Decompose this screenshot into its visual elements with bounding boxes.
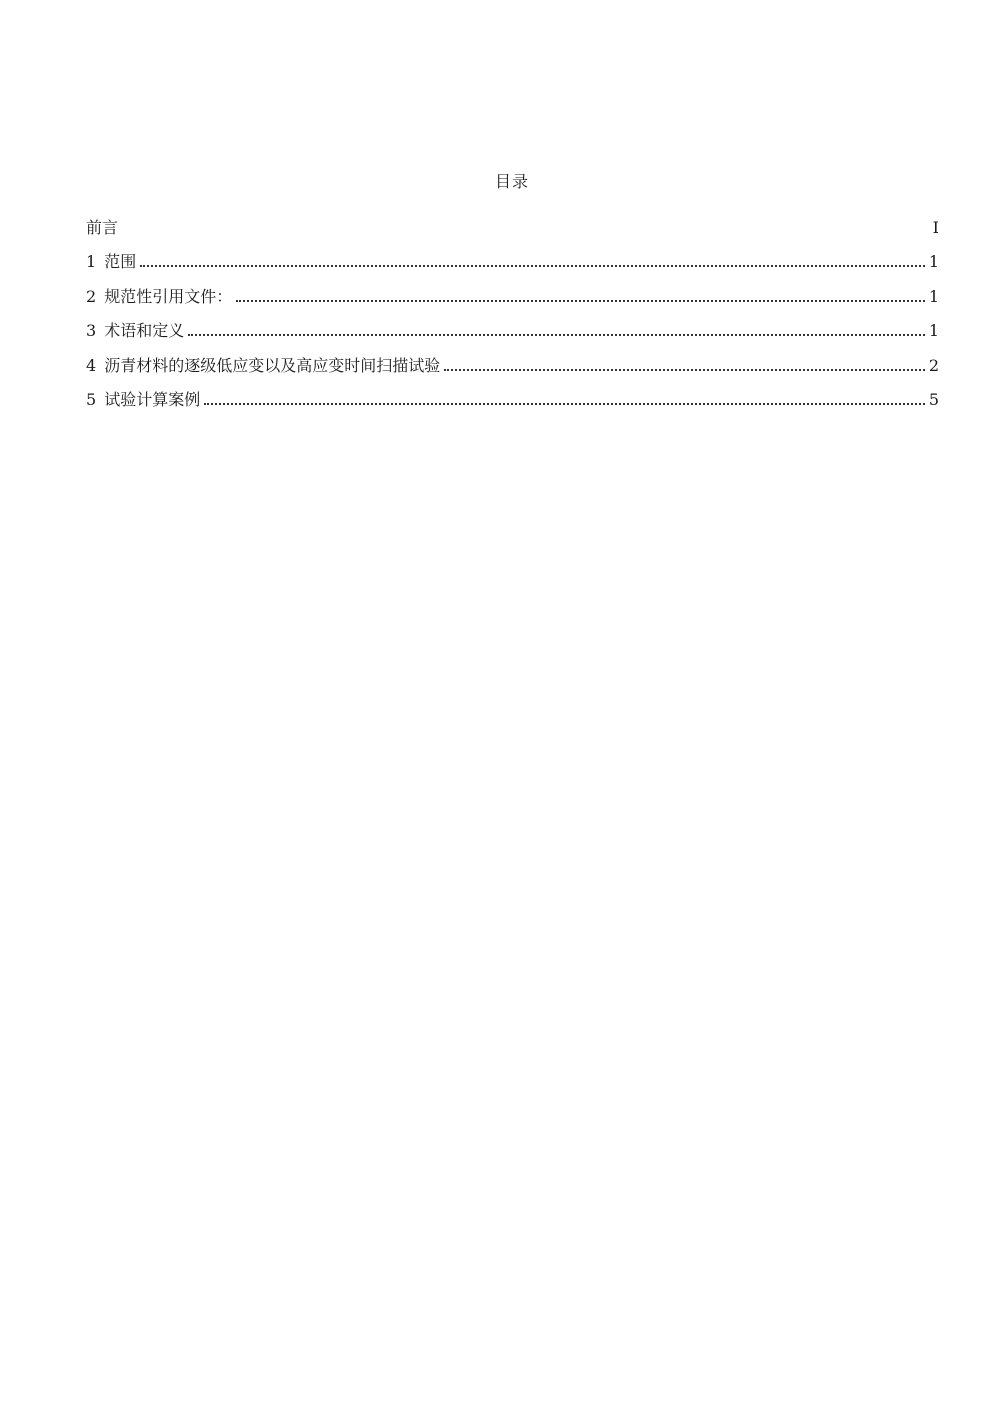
toc-entry-label	[86, 321, 184, 341]
toc-entry-number: 3	[86, 321, 97, 340]
toc-entry-page: 1	[928, 321, 939, 340]
toc-entry-page: 5	[928, 390, 939, 409]
toc-entry-title: 前言	[86, 217, 119, 237]
toc-entry-label	[86, 356, 440, 376]
toc-entry-number: 2	[86, 286, 97, 306]
toc-entry-number: 5	[86, 390, 97, 409]
toc-list	[86, 203, 939, 410]
toc-dot-leader	[204, 403, 925, 405]
toc-entry-foreword[interactable]	[86, 203, 939, 238]
toc-entry-page: I	[932, 217, 939, 237]
toc-entry-title: 沥青材料的逐级低应变以及高应变时间扫描试验	[104, 355, 441, 375]
toc-dot-leader	[236, 300, 925, 302]
toc-entry-title: 试验计算案例	[104, 390, 201, 409]
toc-dot-leader	[188, 334, 925, 336]
toc-title: 目录	[494, 172, 529, 191]
toc-entry-title: 术语和定义	[104, 321, 185, 340]
toc-entry-title: 规范性引用文件：	[104, 286, 233, 306]
toc-dot-leader	[444, 369, 925, 371]
toc-dot-leader	[140, 265, 925, 267]
toc-entry-normative-references[interactable]	[86, 272, 939, 307]
toc-entry-terms-definitions[interactable]	[86, 307, 939, 342]
toc-entry-scope[interactable]	[86, 238, 939, 273]
toc-entry-label	[86, 287, 232, 307]
toc-entry-calculation-example[interactable]	[86, 376, 939, 411]
toc-entry-page: 2	[928, 355, 939, 375]
toc-entry-page: 1	[928, 286, 939, 306]
toc-entry-label	[86, 252, 136, 272]
toc-entry-strain-sweep-test[interactable]	[86, 341, 939, 376]
toc-entry-label	[86, 390, 200, 410]
toc-entry-label	[86, 218, 118, 238]
toc-entry-page: 1	[928, 252, 939, 271]
toc-entry-number: 1	[86, 252, 97, 271]
toc-entry-title: 范围	[104, 252, 137, 271]
toc-entry-number: 4	[86, 355, 97, 375]
